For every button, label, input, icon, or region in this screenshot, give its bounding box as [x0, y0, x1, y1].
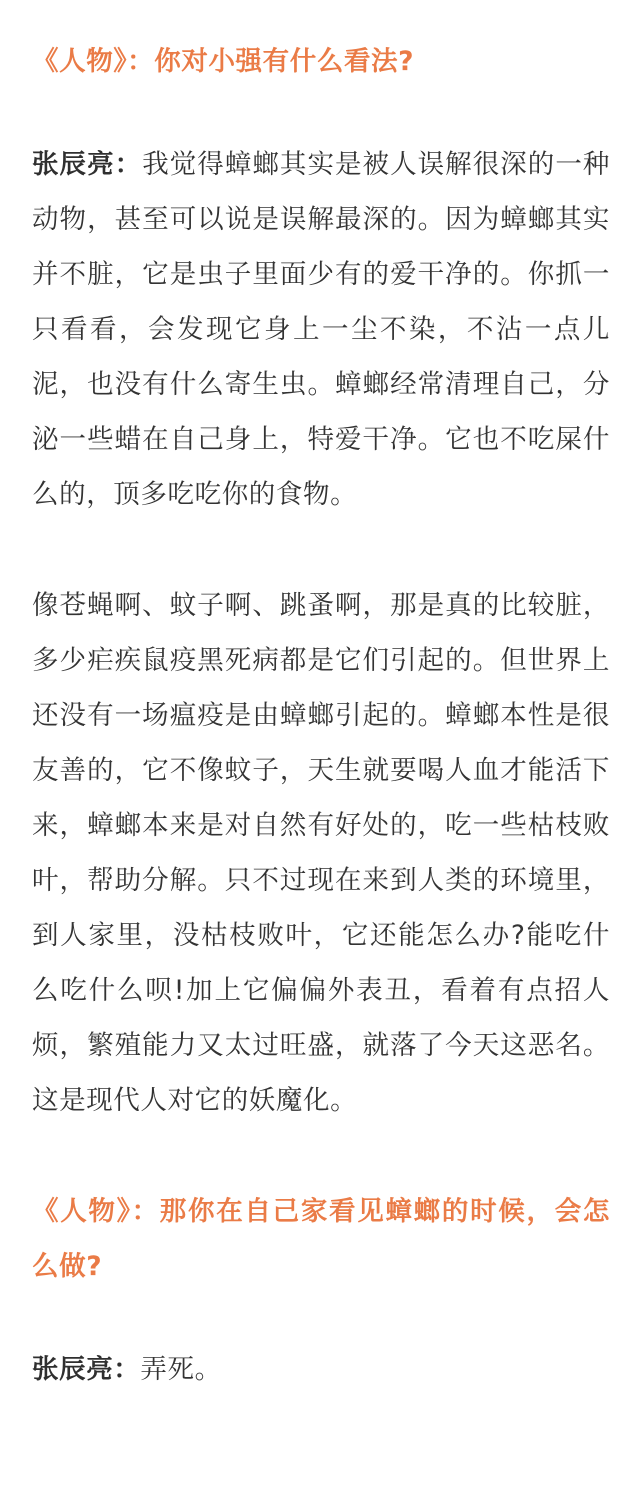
question-2-asker: 《人物》： [32, 1196, 160, 1227]
answer-2-speaker: 张辰亮： [32, 1354, 141, 1385]
question-2-text: 那你在自己家看见蟑螂的时候，会怎么做? [32, 1196, 611, 1282]
question-2 [32, 1184, 610, 1294]
question-1 [32, 34, 610, 89]
answer-1-text: 我觉得蟑螂其实是被人误解很深的一种动物，甚至可以说是误解最深的。因为蟑螂其实并不脏，它是虫子里面少有的爱干净的。你抓一只看看，会发现它身上一尘不染，不沾一点儿泥，也没有什么寄生虫。蟑螂经常清理自己，分泌一些蜡在自己身上，特爱干净。它也不吃屎什么的，顶多吃吃你的食物。 [32, 149, 610, 510]
answer-2-text: 弄死。 [140, 1354, 222, 1385]
answer-1-speaker: 张辰亮： [32, 149, 143, 180]
answer-1-continued: 像苍蝇啊、蚊子啊、跳蚤啊，那是真的比较脏，多少疟疾鼠疫黑死病都是它们引起的。但世界上还没有一场瘟疫是由蟑螂引起的。蟑螂本性是很友善的，它不像蚊子，天生就要喝人血才能活下来，蟑螂本来是对自然有好处的，吃一些枯枝败叶，帮助分解。只不过现在来到人类的环境里，到人家里，没枯枝败叶，它还能怎么办?能吃什么吃什么呗!加上它偏偏外表丑，看着有点招人烦，繁殖能力又太过旺盛，就落了今天这恶名。这是现代人对它的妖魔化。 [32, 590, 610, 1116]
article-body [32, 34, 610, 1397]
question-1-asker: 《人物》： [32, 46, 155, 77]
answer-1 [32, 137, 610, 522]
question-1-text: 你对小强有什么看法? [154, 46, 415, 77]
answer-2 [32, 1342, 610, 1397]
